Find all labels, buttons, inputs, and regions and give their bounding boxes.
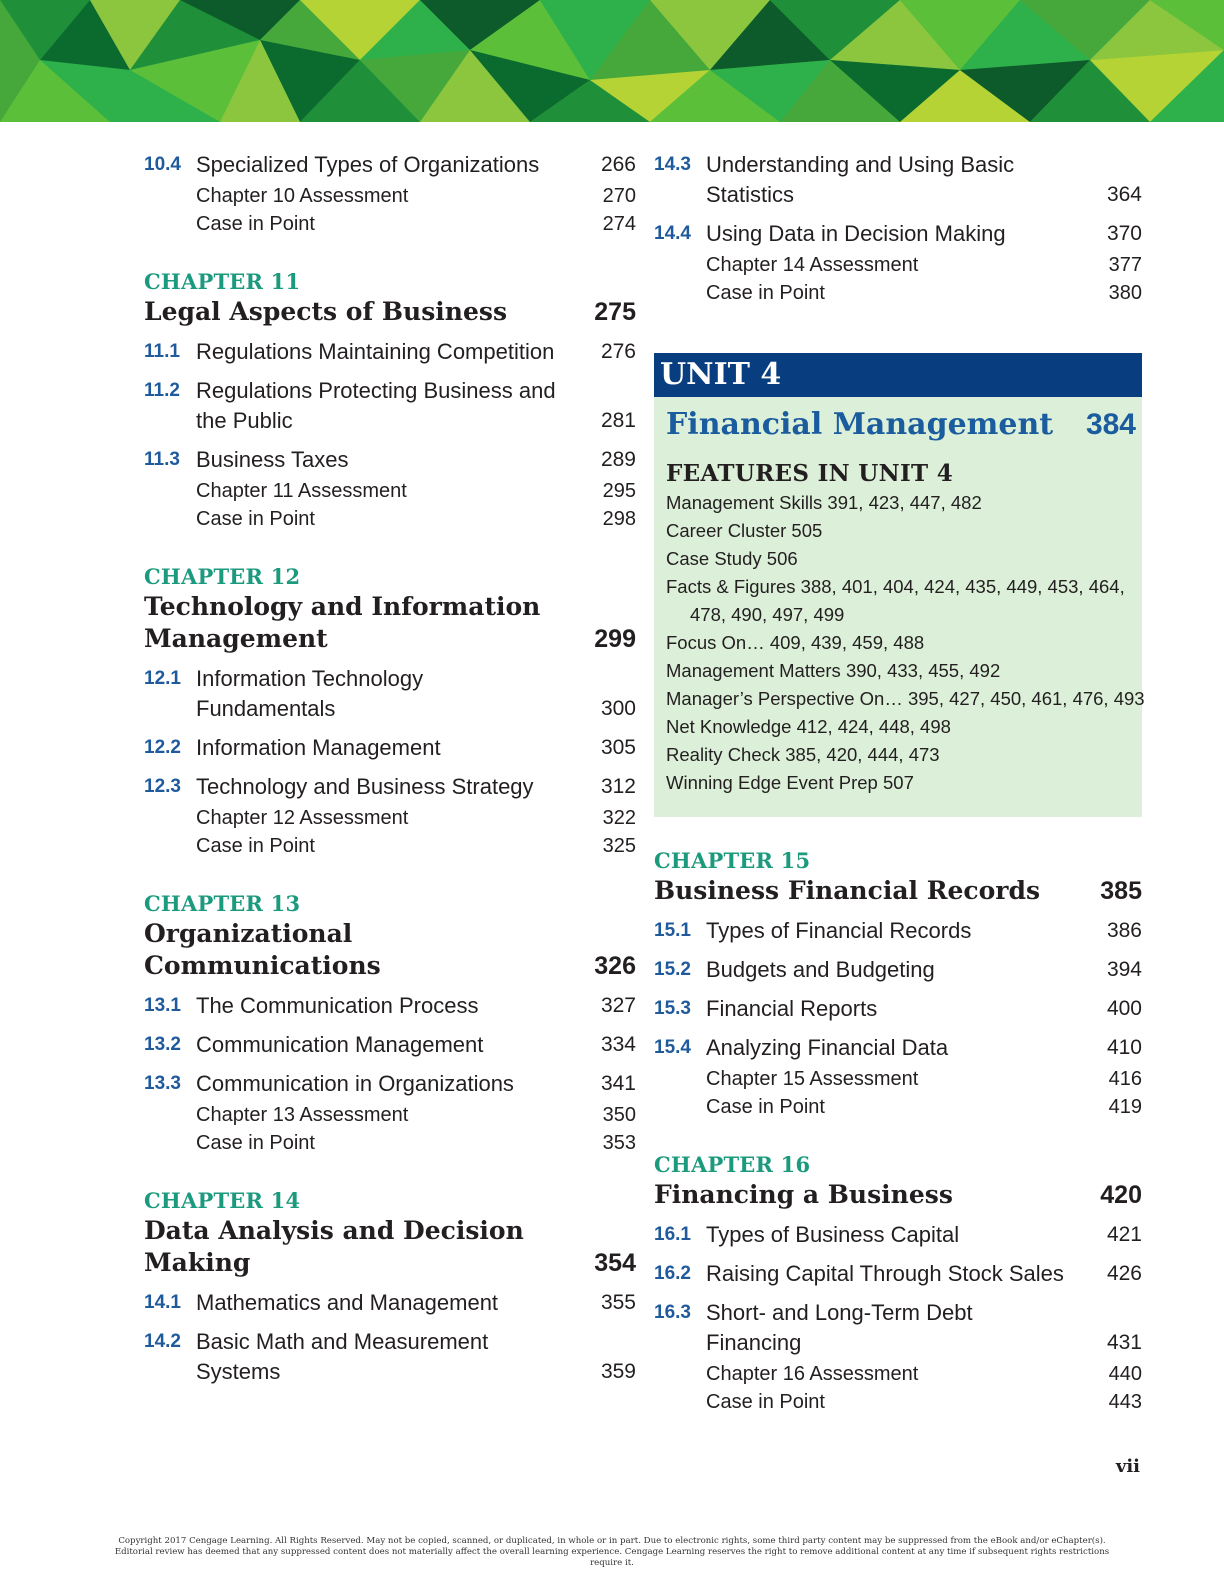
section-number: 15.2 [654,959,691,980]
section-page: 394 [1106,958,1142,981]
case-title: Case in Point [196,213,315,235]
copyright-line: Editorial review has deemed that any suppressed content does not materially affect the overall learning experience. Cengage Learning reserves the right to remove additional content at any time if subsequent rights restrictions require it. [114,1547,1110,1568]
section-number: 16.3 [654,1302,691,1323]
case-page: 325 [602,835,636,857]
toc-assessment-ch15[interactable] [654,1065,1142,1093]
section-page: 289 [600,448,636,471]
section-page: 334 [600,1033,636,1056]
assessment-page: 416 [1108,1068,1142,1090]
chapter-page: 326 [594,952,636,980]
feature-item: Winning Edge Event Prep 507 [666,772,914,793]
feature-item: Reality Check 385, 420, 444, 473 [666,744,940,765]
chapter-11-block [144,268,636,533]
toc-section-13-1[interactable] [144,991,636,1021]
section-number: 13.1 [144,995,181,1016]
section-title: Information Management [196,735,441,760]
case-title: Case in Point [706,1391,825,1413]
section-title: Regulations Protecting Business and the Public [196,378,556,433]
toc-case-ch12[interactable] [144,832,636,860]
feature-item-continued: 478, 490, 497, 499 [690,604,845,625]
section-page: 281 [600,409,636,432]
section-title: Using Data in Decision Making [706,221,1006,246]
section-page: 341 [600,1072,636,1095]
toc-section-12-1[interactable] [144,664,636,724]
toc-left-column [144,150,636,1387]
section-number: 15.3 [654,998,691,1019]
section-page: 370 [1106,222,1142,245]
toc-section-13-2[interactable] [144,1030,636,1060]
section-number: 14.1 [144,1292,181,1313]
case-title: Case in Point [196,508,315,530]
toc-section-15-2[interactable] [654,955,1142,985]
feature-item: Management Skills 391, 423, 447, 482 [666,492,982,513]
assessment-title: Chapter 10 Assessment [196,185,409,207]
section-page: 266 [600,153,636,176]
section-page: 400 [1106,997,1142,1020]
chapter-heading[interactable] [654,1179,1142,1211]
unit-page: 384 [1085,408,1136,441]
section-title: Information Technology Fundamentals [196,666,424,721]
section-title: Financial Reports [706,996,878,1021]
section-number: 12.1 [144,668,181,689]
case-page: 274 [602,213,636,235]
chapter-label: CHAPTER 16 [654,1152,811,1177]
toc-assessment-ch13[interactable] [144,1101,636,1129]
chapter-label: CHAPTER 13 [144,891,301,916]
copyright-line: Copyright 2017 Cengage Learning. All Rights Reserved. May not be copied, scanned, or duplicated, in whole or in part. Due to electronic rights, some third party content may be suppressed from the eBook and/or eChapter(s). [118,1536,1106,1546]
toc-assessment-ch14[interactable] [654,251,1142,279]
feature-item: Management Matters 390, 433, 455, 492 [666,660,1001,681]
chapter-heading[interactable] [144,1215,636,1279]
assessment-page: 377 [1108,254,1142,276]
section-number: 16.1 [654,1224,691,1245]
unit-title: Financial Management [666,407,1054,442]
case-title: Case in Point [706,282,825,304]
toc-assessment-ch11[interactable] [144,477,636,505]
chapter-title: Data Analysis and Decision Making [144,1216,524,1277]
assessment-title: Chapter 13 Assessment [196,1104,409,1126]
toc-section-14-2[interactable] [144,1327,636,1387]
case-title: Case in Point [196,835,315,857]
assessment-page: 295 [602,480,636,502]
toc-section-14-1[interactable] [144,1288,636,1318]
toc-assessment-ch10[interactable] [144,182,636,210]
feature-item: Facts & Figures 388, 401, 404, 424, 435, 449, 453, 464, [666,576,1125,597]
toc-right-column [654,150,1145,1416]
section-page: 421 [1106,1223,1142,1246]
assessment-title: Chapter 15 Assessment [706,1068,919,1090]
unit-label: UNIT 4 [654,353,1142,397]
toc-section-13-3[interactable] [144,1069,636,1099]
section-page: 410 [1106,1036,1142,1059]
case-page: 353 [602,1132,636,1154]
assessment-page: 322 [602,807,636,829]
chapter-label: CHAPTER 15 [654,848,811,873]
toc-case-ch10[interactable] [144,210,636,238]
assessment-page: 270 [602,185,636,207]
toc-section-14-3[interactable] [654,150,1142,210]
section-number: 13.2 [144,1034,181,1055]
toc-case-ch15[interactable] [654,1093,1142,1121]
section-page: 359 [600,1360,636,1383]
chapter-heading[interactable] [144,296,636,328]
toc-section-14-4[interactable] [654,219,1142,249]
section-title: Mathematics and Management [196,1290,499,1315]
section-title: Budgets and Budgeting [706,957,935,982]
chapter-16-block [654,1151,1142,1416]
toc-section-15-3[interactable] [654,994,1142,1024]
case-page: 380 [1108,282,1142,304]
feature-item: Net Knowledge 412, 424, 448, 498 [666,716,951,737]
chapter-page: 299 [594,625,636,653]
feature-item: Manager’s Perspective On… 395, 427, 450, 461, 476, 493 [666,688,1145,709]
section-title: Types of Financial Records [706,918,972,943]
assessment-title: Chapter 14 Assessment [706,254,919,276]
section-number: 12.3 [144,776,181,797]
toc-section-11-2[interactable] [144,376,636,436]
toc-section-11-1[interactable] [144,337,636,367]
toc-section-16-3[interactable] [654,1298,1142,1358]
section-number: 13.3 [144,1073,181,1094]
case-page: 419 [1108,1096,1142,1118]
features-heading: FEATURES IN UNIT 4 [666,460,954,487]
chapter-14-block [144,1187,636,1387]
section-number: 11.3 [144,449,180,470]
chapter-page: 354 [594,1249,636,1277]
chapter-page: 275 [594,298,636,326]
chapter-12-block [144,563,636,860]
feature-item: Case Study 506 [666,548,798,569]
chapter-title: Business Financial Records [654,876,1041,905]
case-page: 443 [1108,1391,1142,1413]
section-title: Understanding and Using Basic Statistics [706,152,1015,207]
toc-assessment-ch16[interactable] [654,1360,1142,1388]
toc-section-15-4[interactable] [654,1033,1142,1063]
chapter-title: Legal Aspects of Business [144,297,508,326]
section-page: 327 [600,994,636,1017]
section-number: 10.4 [144,154,181,175]
toc-assessment-ch12[interactable] [144,804,636,832]
feature-item: Career Cluster 505 [666,520,823,541]
chapter-title: Organizational Communications [144,919,381,980]
assessment-title: Chapter 16 Assessment [706,1363,919,1385]
chapter-page: 385 [1100,877,1142,905]
section-title: The Communication Process [196,993,479,1018]
chapter-heading[interactable] [144,591,636,655]
case-page: 298 [602,508,636,530]
unit-features-panel [654,397,1145,817]
toc-case-ch11[interactable] [144,505,636,533]
section-title: Technology and Business Strategy [196,774,534,799]
toc-section-16-2[interactable] [654,1259,1142,1289]
assessment-title: Chapter 12 Assessment [196,807,409,829]
toc-section-12-3[interactable] [144,772,636,802]
geometric-pattern [0,0,1224,122]
section-title: Types of Business Capital [706,1222,960,1247]
section-title: Analyzing Financial Data [706,1035,949,1060]
toc-section-12-2[interactable] [144,733,636,763]
section-number: 12.2 [144,737,181,758]
assessment-title: Chapter 11 Assessment [196,480,407,502]
page-number: vii [1115,1456,1140,1477]
section-page: 276 [600,340,636,363]
chapter-13-block [144,890,636,1157]
toc-section-11-3[interactable] [144,445,636,475]
toc-section-10-4[interactable] [144,150,636,180]
unit-4-box [654,353,1145,817]
section-number: 11.2 [144,380,180,401]
section-number: 15.4 [654,1037,691,1058]
toc-section-16-1[interactable] [654,1220,1142,1250]
section-title: Raising Capital Through Stock Sales [706,1261,1064,1286]
section-title: Short- and Long-Term Debt Financing [706,1300,973,1355]
chapter-page: 420 [1100,1181,1142,1209]
feature-item: Focus On… 409, 439, 459, 488 [666,632,925,653]
section-page: 305 [600,736,636,759]
unit-heading[interactable] [666,405,1142,445]
chapter-heading[interactable] [144,918,636,982]
section-title: Basic Math and Measurement Systems [196,1329,489,1384]
assessment-page: 440 [1108,1363,1142,1385]
section-title: Communication in Organizations [196,1071,514,1096]
chapter-label: CHAPTER 11 [144,269,301,294]
section-number: 16.2 [654,1263,691,1284]
chapter-label: CHAPTER 12 [144,564,301,589]
header-banner [0,0,1224,122]
toc-case-ch16[interactable] [654,1388,1142,1416]
toc-section-15-1[interactable] [654,916,1142,946]
chapter-title: Technology and Information Management [144,592,541,653]
section-number: 14.4 [654,223,691,244]
section-page: 312 [600,775,636,798]
toc-case-ch14[interactable] [654,279,1142,307]
section-page: 431 [1106,1331,1142,1354]
section-page: 386 [1106,919,1142,942]
section-number: 15.1 [654,920,691,941]
case-title: Case in Point [706,1096,825,1118]
section-page: 426 [1106,1262,1142,1285]
section-number: 14.2 [144,1331,181,1352]
chapter-label: CHAPTER 14 [144,1188,301,1213]
section-title: Specialized Types of Organizations [196,152,540,177]
section-title: Communication Management [196,1032,484,1057]
section-page: 300 [600,697,636,720]
toc-case-ch13[interactable] [144,1129,636,1157]
chapter-title: Financing a Business [654,1180,953,1209]
chapter-15-block [654,847,1142,1121]
case-title: Case in Point [196,1132,315,1154]
section-number: 14.3 [654,154,691,175]
section-page: 355 [600,1291,636,1314]
chapter-heading[interactable] [654,875,1142,907]
section-number: 11.1 [144,341,180,362]
section-title: Regulations Maintaining Competition [196,339,555,364]
copyright-notice [100,1536,1124,1569]
assessment-page: 350 [602,1104,636,1126]
section-title: Business Taxes [196,447,349,472]
section-page: 364 [1106,183,1142,206]
